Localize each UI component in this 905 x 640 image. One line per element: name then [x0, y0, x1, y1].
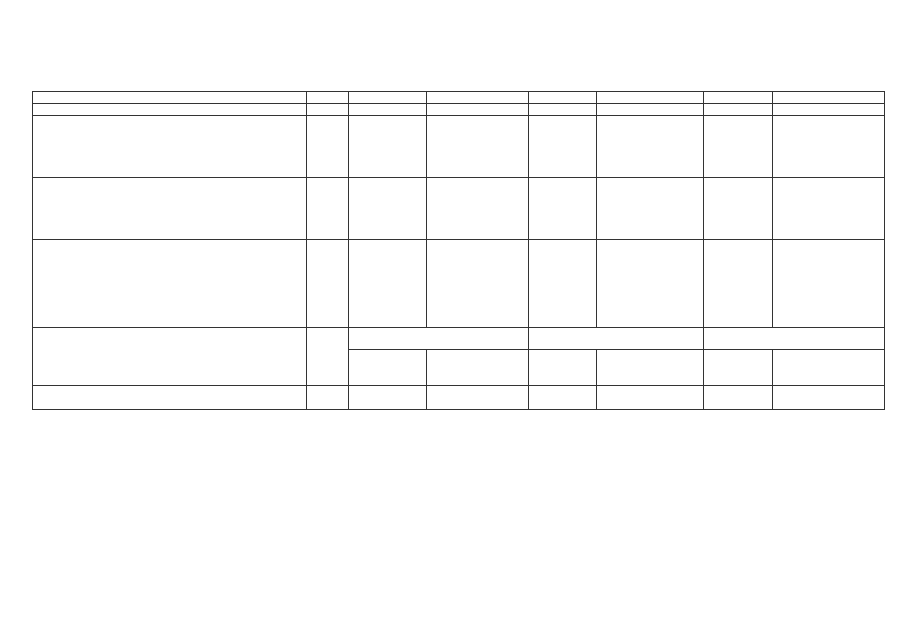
expenses-row [33, 386, 885, 410]
row-value [427, 104, 529, 116]
financial-table [32, 91, 885, 410]
row-value [597, 240, 704, 328]
col-per-person-2023 [427, 350, 529, 386]
reference-label [33, 328, 307, 386]
row-name [33, 104, 307, 116]
reference-code-cell [307, 328, 349, 386]
row-code [307, 92, 349, 104]
row-value [773, 92, 885, 104]
table-row [33, 104, 885, 116]
col-total-2024 [529, 350, 597, 386]
expenses-value [427, 386, 529, 410]
year-2023-header [349, 328, 529, 350]
row-value [427, 116, 529, 178]
row-value [597, 92, 704, 104]
year-2024-header [529, 328, 704, 350]
col-per-person-2025 [773, 350, 885, 386]
row-value [349, 240, 427, 328]
col-total-2025 [704, 350, 773, 386]
row-name [33, 178, 307, 240]
table-row [33, 116, 885, 178]
row-value [349, 104, 427, 116]
row-name [33, 240, 307, 328]
expenses-value [349, 386, 427, 410]
row-value [597, 178, 704, 240]
row-value [529, 104, 597, 116]
reference-year-row [33, 328, 885, 350]
row-value [597, 104, 704, 116]
row-value [427, 178, 529, 240]
row-value [773, 104, 885, 116]
table-row [33, 240, 885, 328]
table-row [33, 178, 885, 240]
year-2025-header [704, 328, 885, 350]
row-value [597, 116, 704, 178]
row-value [704, 178, 773, 240]
expenses-value [529, 386, 597, 410]
row-value [773, 116, 885, 178]
expenses-value [704, 386, 773, 410]
col-per-person-2024 [597, 350, 704, 386]
row-value [427, 92, 529, 104]
row-name [33, 92, 307, 104]
row-value [529, 92, 597, 104]
row-code [307, 116, 349, 178]
expenses-value [597, 386, 704, 410]
row-code [307, 240, 349, 328]
col-total-2023 [349, 350, 427, 386]
row-value [773, 178, 885, 240]
row-value [349, 178, 427, 240]
row-value [427, 240, 529, 328]
row-value [704, 116, 773, 178]
row-name [33, 116, 307, 178]
row-value [349, 116, 427, 178]
expenses-name [33, 386, 307, 410]
row-value [773, 240, 885, 328]
row-value [704, 240, 773, 328]
row-code [307, 104, 349, 116]
expenses-code [307, 386, 349, 410]
expenses-value [773, 386, 885, 410]
table-row [33, 92, 885, 104]
row-value [529, 116, 597, 178]
row-value [704, 92, 773, 104]
row-code [307, 178, 349, 240]
row-value [704, 104, 773, 116]
row-value [529, 178, 597, 240]
footnotes [32, 432, 877, 436]
row-value [529, 240, 597, 328]
row-value [349, 92, 427, 104]
